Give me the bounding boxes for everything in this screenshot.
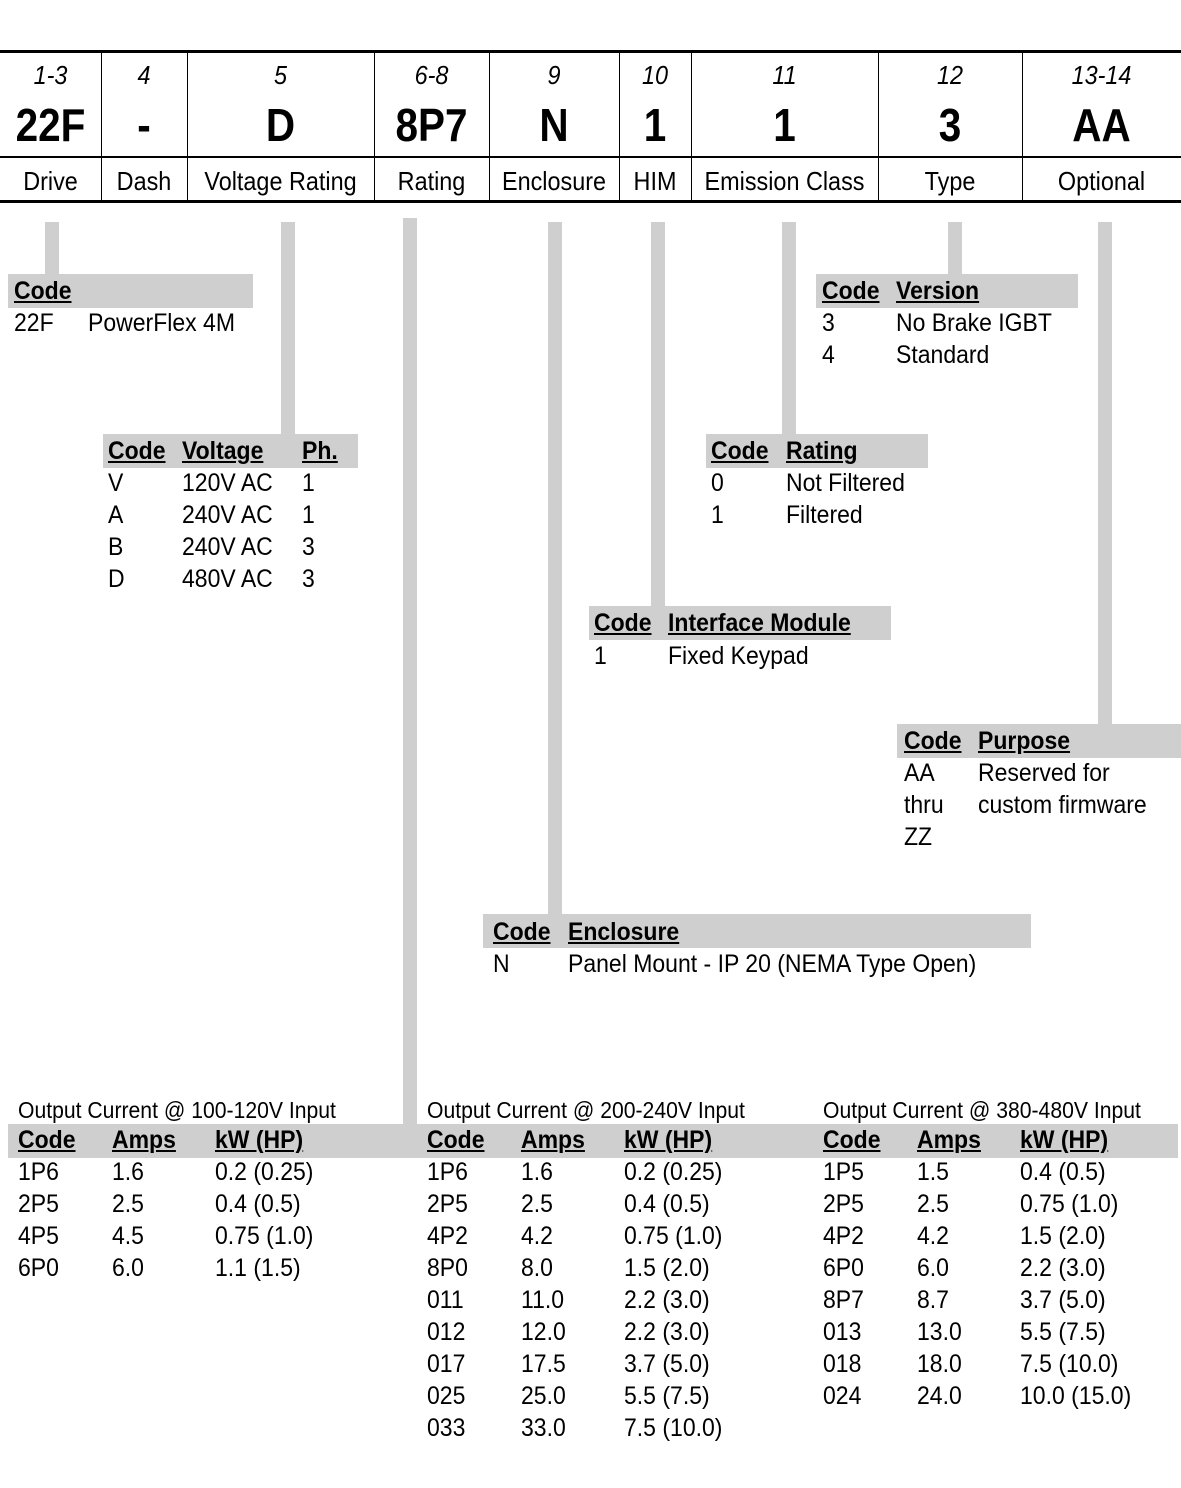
position-number: 10 bbox=[641, 59, 669, 90]
kw-hp-value: 7.5 (10.0) bbox=[624, 1414, 723, 1442]
amps-value: 6.0 bbox=[917, 1254, 949, 1282]
amps-value: 17.5 bbox=[521, 1350, 566, 1378]
code-header: Code bbox=[18, 1126, 76, 1154]
column-divider bbox=[374, 52, 375, 200]
column-label: Voltage Rating bbox=[204, 165, 357, 196]
code-value: 8P7 bbox=[823, 1286, 864, 1314]
phase-value: 3 bbox=[302, 565, 315, 593]
table-bottom-rule bbox=[0, 200, 1181, 203]
column-label: Enclosure bbox=[501, 165, 607, 196]
kw-hp-value: 5.5 (7.5) bbox=[624, 1382, 710, 1410]
amps-value: 12.0 bbox=[521, 1318, 566, 1346]
code-header: Code bbox=[822, 277, 880, 305]
voltage-value: 480V AC bbox=[182, 565, 273, 593]
kw-hp-value: 0.4 (0.5) bbox=[1020, 1158, 1106, 1186]
kw-hp-value: 3.7 (5.0) bbox=[624, 1350, 710, 1378]
code-value: 3 bbox=[822, 309, 835, 337]
connector-enclosure bbox=[548, 222, 562, 914]
amps-value: 4.2 bbox=[521, 1222, 553, 1250]
column-divider bbox=[878, 52, 879, 200]
kw-hp-value: 2.2 (3.0) bbox=[624, 1286, 710, 1314]
column-divider bbox=[691, 52, 692, 200]
amps-value: 33.0 bbox=[521, 1414, 566, 1442]
amps-header: Amps bbox=[917, 1126, 981, 1154]
rating-table-title: Output Current @ 380-480V Input bbox=[823, 1097, 1141, 1123]
code-header: Code bbox=[823, 1126, 881, 1154]
kw-hp-header: kW (HP) bbox=[215, 1126, 304, 1154]
code-header: Code bbox=[904, 727, 962, 755]
catalog-code: AA bbox=[1072, 99, 1131, 151]
code-value: D bbox=[108, 565, 125, 593]
code-value: B bbox=[108, 533, 124, 561]
code-value: 1 bbox=[594, 642, 607, 670]
code-value: 4 bbox=[822, 341, 835, 369]
connector-rating bbox=[403, 218, 417, 1124]
amps-value: 1.6 bbox=[112, 1158, 144, 1186]
connector-emission bbox=[782, 222, 796, 434]
catalog-code: 3 bbox=[938, 99, 962, 151]
purpose-value: Reserved for bbox=[978, 759, 1110, 787]
position-number: 1-3 bbox=[33, 59, 68, 90]
code-value: thru bbox=[904, 791, 944, 819]
rating-value: Not Filtered bbox=[786, 469, 905, 497]
code-description: PowerFlex 4M bbox=[88, 309, 235, 337]
kw-hp-value: 3.7 (5.0) bbox=[1020, 1286, 1106, 1314]
column-divider bbox=[489, 52, 490, 200]
ratings-header-bar bbox=[8, 1124, 1178, 1158]
connector-him bbox=[651, 222, 665, 606]
header-bar bbox=[483, 914, 1031, 948]
code-value: AA bbox=[904, 759, 935, 787]
phase-header: Ph. bbox=[302, 437, 338, 465]
kw-hp-header: kW (HP) bbox=[1020, 1126, 1109, 1154]
connector-type bbox=[948, 222, 962, 274]
code-value: 0 bbox=[711, 469, 724, 497]
purpose-header: Purpose bbox=[978, 727, 1071, 755]
position-number: 9 bbox=[547, 59, 561, 90]
voltage-value: 240V AC bbox=[182, 533, 273, 561]
catalog-code: 1 bbox=[773, 99, 796, 151]
enclosure-header: Enclosure bbox=[568, 918, 680, 946]
code-header: Code bbox=[493, 918, 551, 946]
phase-value: 3 bbox=[302, 533, 315, 561]
kw-hp-value: 2.2 (3.0) bbox=[624, 1318, 710, 1346]
code-header: Code bbox=[427, 1126, 485, 1154]
position-number: 12 bbox=[936, 59, 964, 90]
kw-hp-value: 1.1 (1.5) bbox=[215, 1254, 301, 1282]
phase-value: 1 bbox=[302, 469, 315, 497]
voltage-value: 120V AC bbox=[182, 469, 273, 497]
code-value: 017 bbox=[427, 1350, 466, 1378]
code-value: 22F bbox=[14, 309, 54, 337]
code-value: 2P5 bbox=[427, 1190, 468, 1218]
code-value: 033 bbox=[427, 1414, 466, 1442]
code-value: 1P6 bbox=[18, 1158, 59, 1186]
amps-value: 24.0 bbox=[917, 1382, 962, 1410]
code-value: V bbox=[108, 469, 124, 497]
code-value: 1P6 bbox=[427, 1158, 468, 1186]
purpose-value: custom firmware bbox=[978, 791, 1147, 819]
code-value: 1 bbox=[711, 501, 724, 529]
code-value: 4P2 bbox=[427, 1222, 468, 1250]
enclosure-value: Panel Mount - IP 20 (NEMA Type Open) bbox=[568, 950, 977, 978]
connector-drive bbox=[45, 222, 59, 274]
voltage-value: 240V AC bbox=[182, 501, 273, 529]
kw-hp-value: 0.2 (0.25) bbox=[215, 1158, 314, 1186]
code-value: 2P5 bbox=[18, 1190, 59, 1218]
rating-table-title: Output Current @ 200-240V Input bbox=[427, 1097, 745, 1123]
catalog-code: 8P7 bbox=[395, 99, 468, 151]
amps-value: 2.5 bbox=[917, 1190, 949, 1218]
kw-hp-value: 5.5 (7.5) bbox=[1020, 1318, 1106, 1346]
amps-value: 6.0 bbox=[112, 1254, 144, 1282]
catalog-code: 1 bbox=[643, 99, 667, 151]
amps-value: 8.0 bbox=[521, 1254, 553, 1282]
kw-hp-value: 0.75 (1.0) bbox=[624, 1222, 723, 1250]
amps-value: 2.5 bbox=[521, 1190, 553, 1218]
table-top-rule bbox=[0, 50, 1181, 53]
kw-hp-header: kW (HP) bbox=[624, 1126, 713, 1154]
amps-value: 1.5 bbox=[917, 1158, 949, 1186]
code-value: 024 bbox=[823, 1382, 862, 1410]
code-value: 025 bbox=[427, 1382, 466, 1410]
kw-hp-value: 0.4 (0.5) bbox=[215, 1190, 301, 1218]
code-header: Code bbox=[594, 609, 652, 637]
rating-table-title: Output Current @ 100-120V Input bbox=[18, 1097, 336, 1123]
code-value: A bbox=[108, 501, 124, 529]
column-label: Rating bbox=[397, 165, 466, 196]
connector-optional bbox=[1098, 222, 1112, 724]
kw-hp-value: 0.75 (1.0) bbox=[1020, 1190, 1119, 1218]
rating-value: Filtered bbox=[786, 501, 863, 529]
catalog-code: 22F bbox=[15, 99, 86, 151]
column-divider bbox=[187, 52, 188, 200]
amps-value: 2.5 bbox=[112, 1190, 144, 1218]
amps-value: 18.0 bbox=[917, 1350, 962, 1378]
column-divider bbox=[1022, 52, 1023, 200]
code-value: 011 bbox=[427, 1286, 464, 1314]
code-value: 1P5 bbox=[823, 1158, 864, 1186]
interface-module-value: Fixed Keypad bbox=[668, 642, 809, 670]
column-divider bbox=[619, 52, 620, 200]
kw-hp-value: 0.4 (0.5) bbox=[624, 1190, 710, 1218]
kw-hp-value: 1.5 (2.0) bbox=[624, 1254, 710, 1282]
table-mid-rule bbox=[0, 156, 1181, 158]
version-value: No Brake IGBT bbox=[896, 309, 1052, 337]
code-header: Code bbox=[711, 437, 769, 465]
code-value: 2P5 bbox=[823, 1190, 864, 1218]
code-header: Code bbox=[108, 437, 166, 465]
column-label: Emission Class bbox=[704, 165, 865, 196]
column-label: Dash bbox=[116, 165, 172, 196]
kw-hp-value: 1.5 (2.0) bbox=[1020, 1222, 1106, 1250]
amps-header: Amps bbox=[112, 1126, 176, 1154]
code-header: Code bbox=[14, 277, 72, 305]
catalog-code: D bbox=[265, 99, 296, 151]
version-header: Version bbox=[896, 277, 980, 305]
voltage-header: Voltage bbox=[182, 437, 264, 465]
column-label: Optional bbox=[1057, 165, 1146, 196]
amps-value: 11.0 bbox=[521, 1286, 565, 1314]
code-value: ZZ bbox=[904, 823, 933, 851]
code-value: 018 bbox=[823, 1350, 862, 1378]
interface-module-header: Interface Module bbox=[668, 609, 851, 637]
connector-voltage bbox=[281, 222, 295, 434]
code-value: N bbox=[493, 950, 510, 978]
code-value: 013 bbox=[823, 1318, 862, 1346]
column-label: HIM bbox=[633, 165, 677, 196]
code-value: 4P5 bbox=[18, 1222, 59, 1250]
column-divider bbox=[101, 52, 102, 200]
position-number: 13-14 bbox=[1071, 59, 1132, 90]
kw-hp-value: 10.0 (15.0) bbox=[1020, 1382, 1132, 1410]
column-label: Drive bbox=[23, 165, 78, 196]
code-value: 4P2 bbox=[823, 1222, 864, 1250]
phase-value: 1 bbox=[302, 501, 315, 529]
catalog-code: - bbox=[137, 99, 151, 151]
rating-header: Rating bbox=[786, 437, 858, 465]
amps-value: 4.5 bbox=[112, 1222, 144, 1250]
amps-value: 1.6 bbox=[521, 1158, 553, 1186]
amps-value: 25.0 bbox=[521, 1382, 566, 1410]
position-number: 5 bbox=[273, 59, 288, 90]
kw-hp-value: 0.75 (1.0) bbox=[215, 1222, 314, 1250]
column-label: Type bbox=[924, 165, 976, 196]
position-number: 11 bbox=[772, 59, 797, 90]
kw-hp-value: 0.2 (0.25) bbox=[624, 1158, 723, 1186]
version-value: Standard bbox=[896, 341, 990, 369]
amps-header: Amps bbox=[521, 1126, 585, 1154]
amps-value: 4.2 bbox=[917, 1222, 949, 1250]
code-value: 8P0 bbox=[427, 1254, 468, 1282]
code-value: 6P0 bbox=[18, 1254, 59, 1282]
code-value: 6P0 bbox=[823, 1254, 864, 1282]
position-number: 6-8 bbox=[414, 59, 449, 90]
kw-hp-value: 2.2 (3.0) bbox=[1020, 1254, 1106, 1282]
kw-hp-value: 7.5 (10.0) bbox=[1020, 1350, 1119, 1378]
amps-value: 13.0 bbox=[917, 1318, 962, 1346]
catalog-code: N bbox=[539, 99, 569, 151]
amps-value: 8.7 bbox=[917, 1286, 949, 1314]
position-number: 4 bbox=[137, 59, 151, 90]
code-value: 012 bbox=[427, 1318, 466, 1346]
